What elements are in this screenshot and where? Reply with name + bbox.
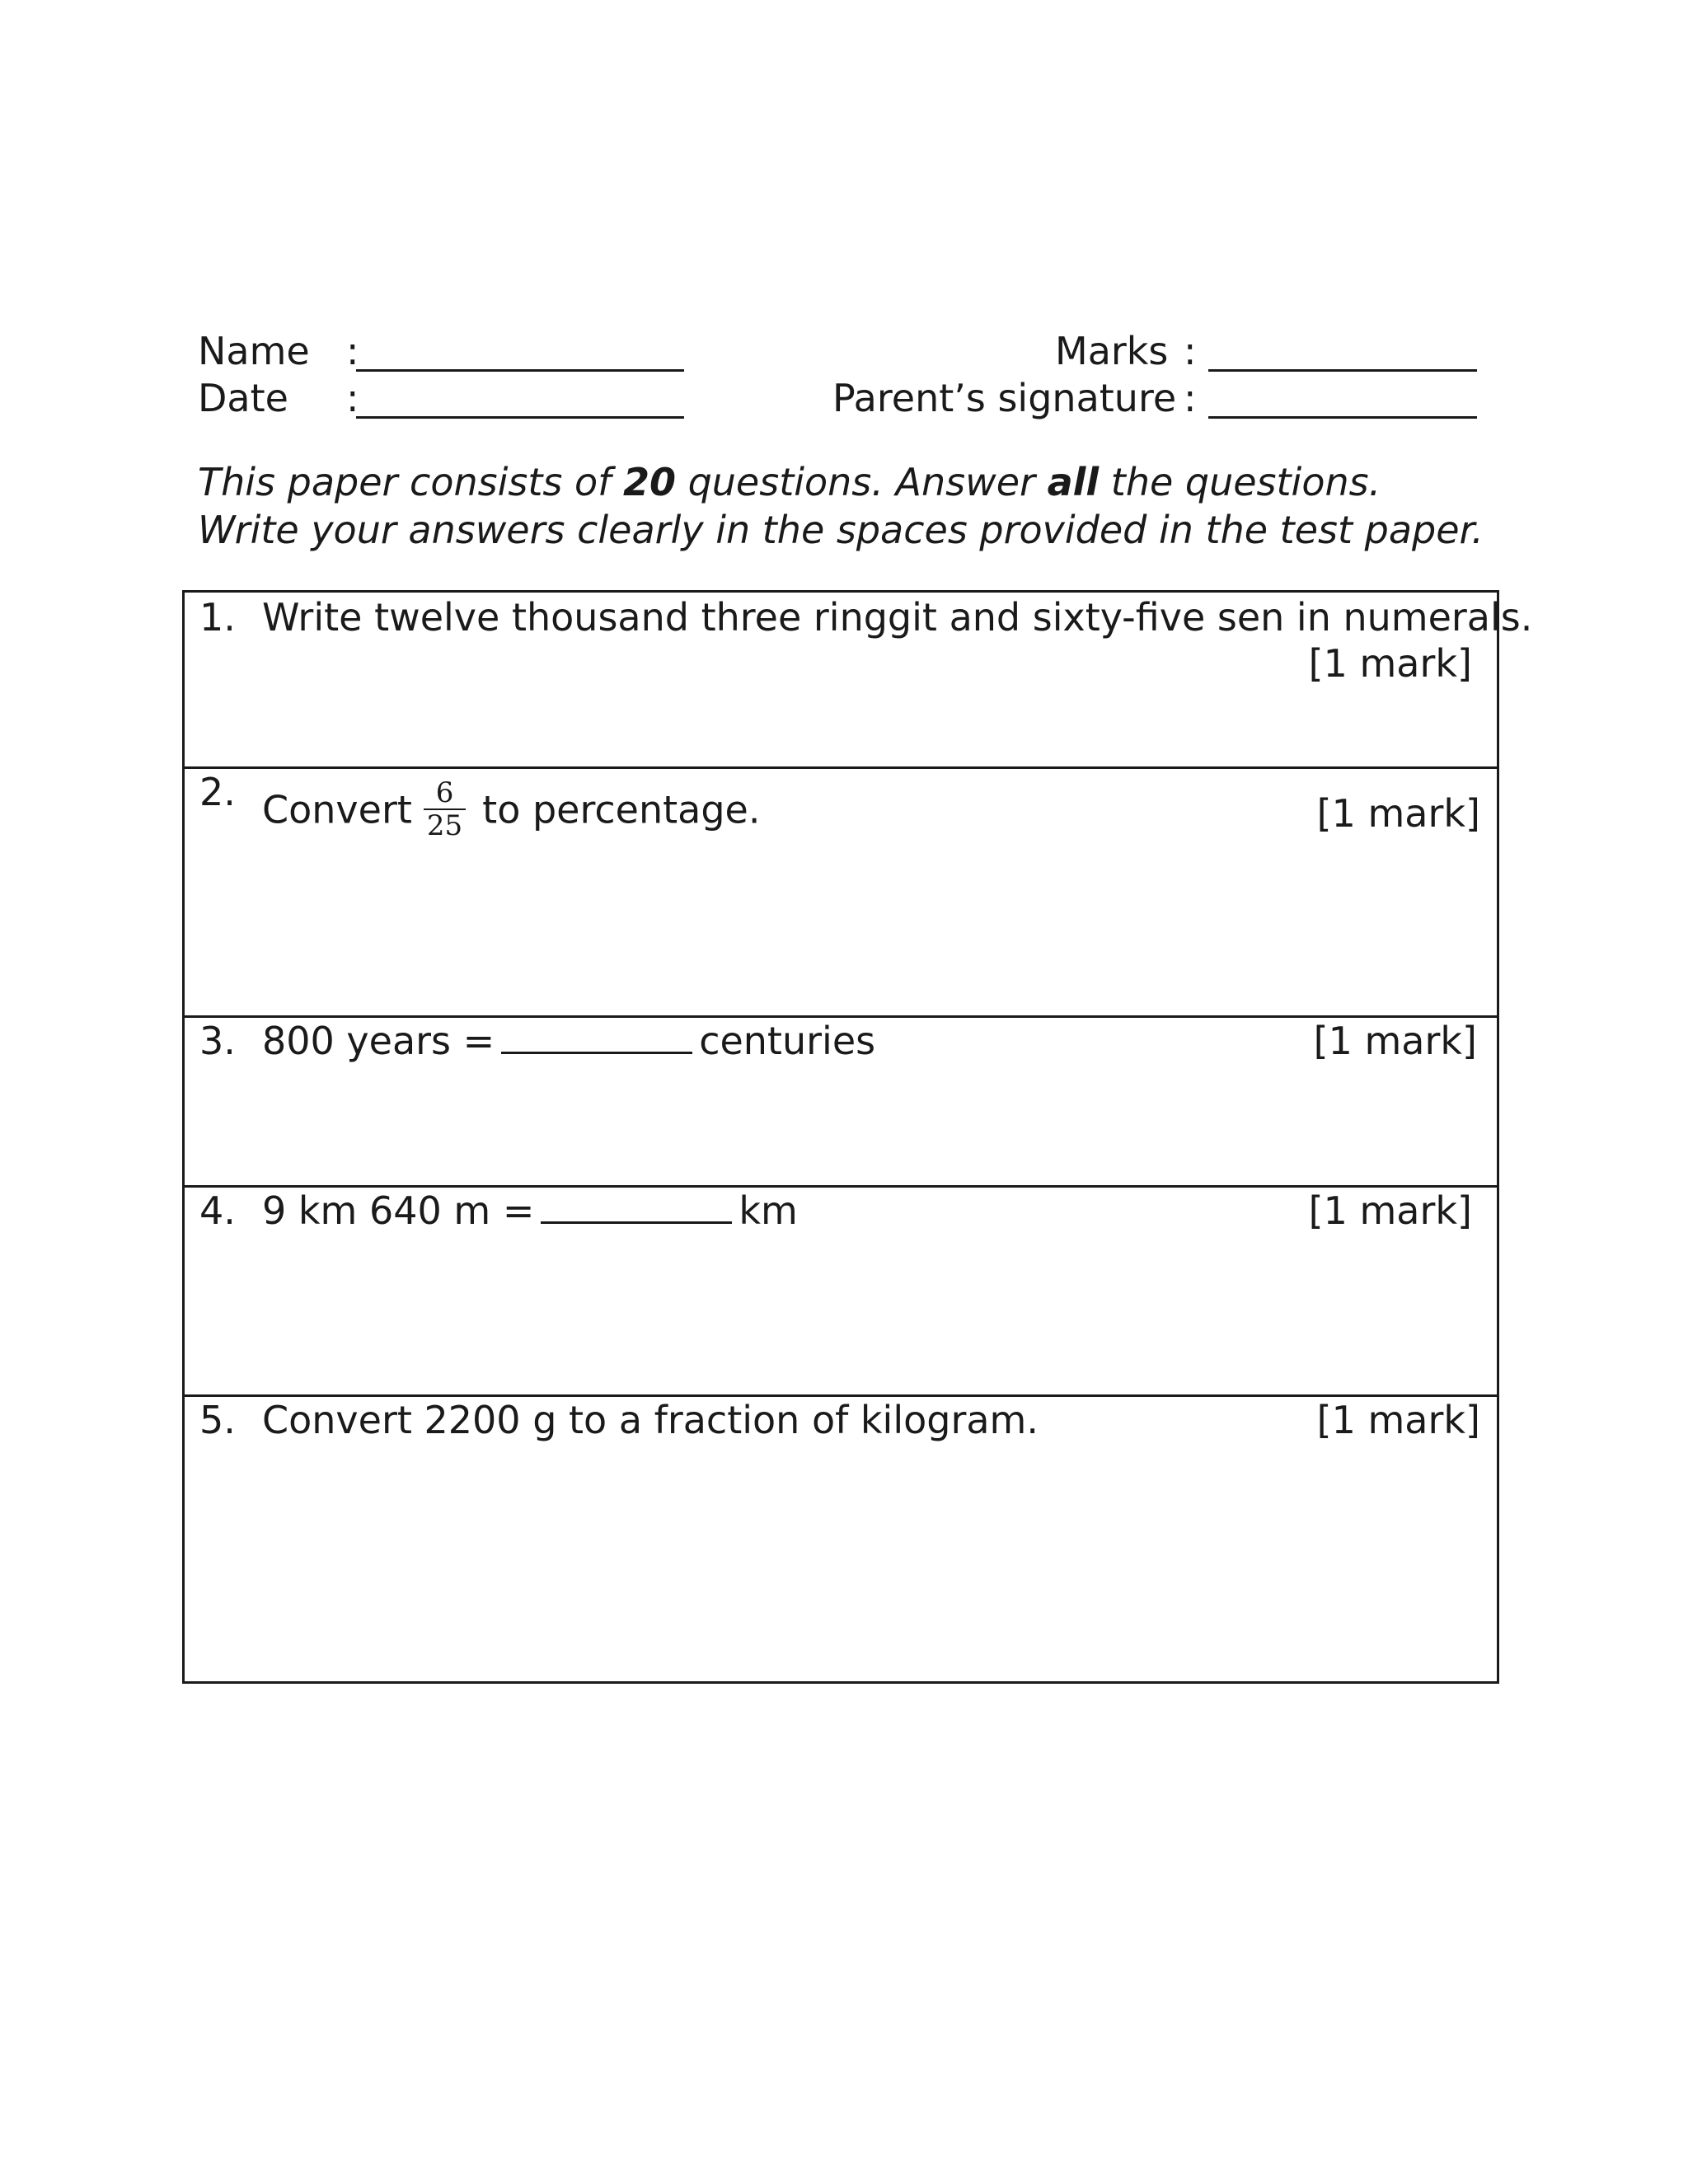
question-text xyxy=(262,1188,798,1234)
parent-signature-blank-line[interactable] xyxy=(1208,375,1477,419)
date-label: Date xyxy=(198,376,288,420)
question-number: 3. xyxy=(199,1019,236,1063)
question-text xyxy=(262,1018,875,1064)
question-mark: [1 mark] xyxy=(1313,1019,1477,1063)
marks-colon: : xyxy=(1184,329,1197,373)
marks-blank-line[interactable] xyxy=(1208,328,1477,372)
name-colon: : xyxy=(346,329,359,373)
marks-label: Marks xyxy=(1055,329,1169,373)
question-row-1[interactable] xyxy=(185,593,1533,769)
instructions-all: all xyxy=(1047,460,1100,504)
question-number: 1. xyxy=(199,595,236,640)
question-text: Write twelve thousand three ringgit and sixty-five sen in numerals. xyxy=(262,595,1533,640)
question-text-before: 800 years = xyxy=(262,1019,495,1063)
name-label: Name xyxy=(198,329,310,373)
fraction-denominator: 25 xyxy=(426,809,463,842)
answer-blank-line[interactable] xyxy=(541,1188,732,1224)
questions-table xyxy=(182,590,1533,1684)
question-number: 5. xyxy=(199,1398,236,1442)
question-mark: [1 mark] xyxy=(1316,1398,1480,1442)
fraction-numerator: 6 xyxy=(424,777,466,810)
instructions xyxy=(198,458,1484,554)
date-blank-line[interactable] xyxy=(356,375,684,419)
question-row-4[interactable] xyxy=(185,1188,1497,1397)
question-row-3[interactable] xyxy=(185,1018,1497,1188)
name-blank-line[interactable] xyxy=(356,328,684,372)
question-row-5[interactable] xyxy=(185,1397,1497,1681)
fraction xyxy=(424,777,466,841)
question-text-before: 9 km 640 m = xyxy=(262,1188,535,1233)
question-row-2[interactable] xyxy=(185,769,1497,1018)
question-text-before: Convert xyxy=(262,787,412,832)
instructions-part2: questions. Answer xyxy=(675,460,1048,504)
question-text-after: km xyxy=(738,1188,798,1233)
question-text xyxy=(262,776,761,845)
parent-signature-colon: : xyxy=(1184,376,1197,420)
question-text-after: centuries xyxy=(699,1019,876,1063)
question-mark: [1 mark] xyxy=(1308,1188,1472,1233)
question-text-after: to percentage. xyxy=(482,787,761,832)
instructions-count: 20 xyxy=(622,460,676,504)
question-mark: [1 mark] xyxy=(1308,641,1472,686)
question-number: 2. xyxy=(199,770,236,814)
question-mark: [1 mark] xyxy=(1316,791,1480,836)
date-colon: : xyxy=(346,376,359,420)
question-text: Convert 2200 g to a fraction of kilogram. xyxy=(262,1398,1039,1442)
instructions-part1: This paper consists of xyxy=(198,460,623,504)
question-number: 4. xyxy=(199,1188,236,1233)
answer-blank-line[interactable] xyxy=(501,1019,692,1054)
instructions-part3: the questions. Write your answers clearly in the spaces provided in the test paper. xyxy=(198,460,1484,552)
parent-signature-label: Parent’s signature xyxy=(832,376,1177,420)
